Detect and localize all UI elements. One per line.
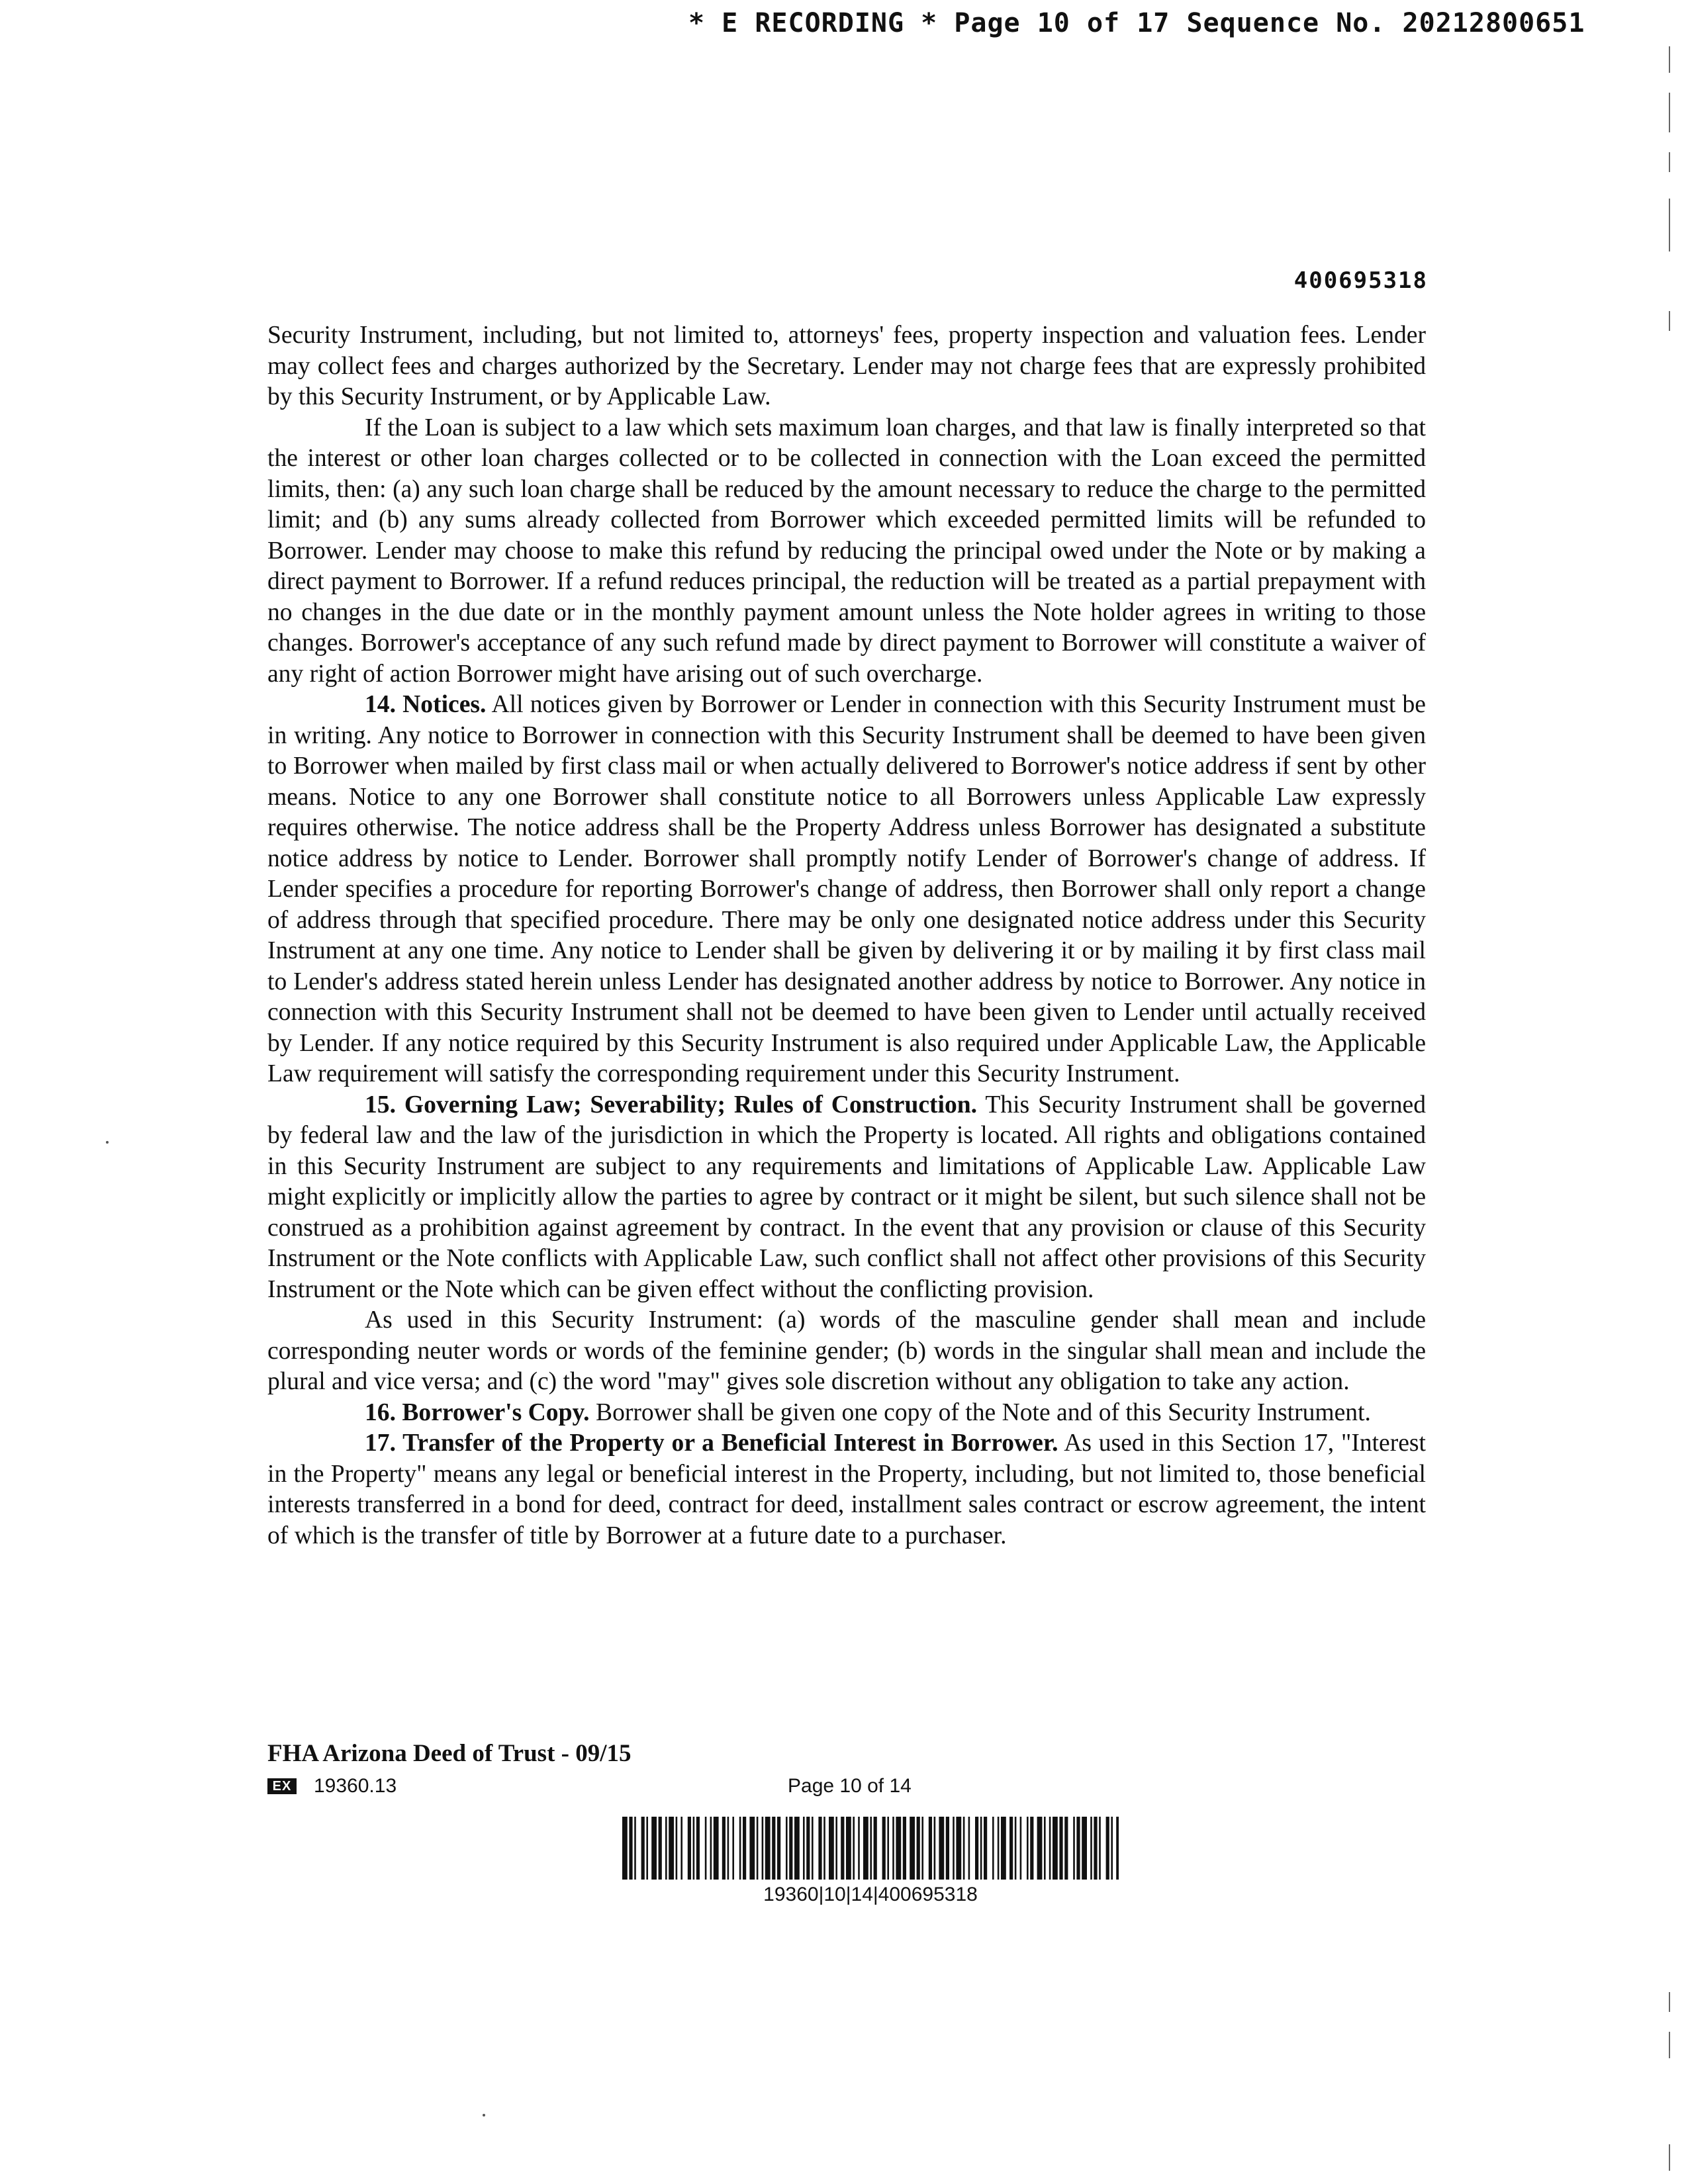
section-14-text: All notices given by Borrower or Lender in connection with this Security Instrument must be in writing. Any notice to Borrower in connection with this Security Instrument shall be deemed to have been given to Borrower when mailed by first class mail or when actually delivered to Borrower's notice address if sent by other means. Notice to any one Borrower shall constitute notice to all Borrowers unless Applicable Law expressly requires otherwise. The notice address shall be the Property Address unless Borrower has designated a substitute notice address by notice to Lender. Borrower shall promptly notify Lender of Borrower's change of address. If Lender specifies a procedure for reporting Borrower's change of address, then Borrower shall only report a change of address through that specified procedure. There may be only one designated notice address under this Security Instrument at any one time. Any notice to Lender shall be given by delivering it or by mailing it by first class mail to Lender's address stated herein unless Lender has designated another address by notice to Borrower. Any notice in connection with this Security Instrument shall not be deemed to have been given to Lender until actually received by Lender. If any notice required by this Security Instrument is also required under Applicable Law, the Applicable Law requirement will satisfy the corresponding requirement under this Security Instrument. (267, 691, 1426, 1087)
paragraph-loan-charges: If the Loan is subject to a law which sets maximum loan charges, and that law is finally interpreted so that the interest or other loan charges collected or to be collected in connection with the Loan exceed the permitted limits, then: (a) any such loan charge shall be reduced by the amount necessary to reduce the charge to the permitted limit; and (b) any sums already collected from Borrower which exceeded permitted limits will be refunded to Borrower. Lender may choose to make this refund by reducing the principal owed under the Note or by making a direct payment to Borrower. If a refund reduces principal, the reduction will be treated as a partial prepayment with no changes in the due date or in the monthly payment amount unless the Note holder agrees in writing to those changes. Borrower's acceptance of any such refund made by direct payment to Borrower will constitute a waiver of any right of action Borrower might have arising out of such overcharge. (267, 414, 1426, 688)
barcode-icon (622, 1817, 1119, 1880)
form-id-line (267, 1775, 397, 1797)
scan-margin-mark (1669, 1992, 1670, 2012)
scan-margin-mark (1669, 199, 1670, 251)
scan-margin-mark (1669, 311, 1670, 331)
section-15-construction-paragraph: As used in this Security Instrument: (a) words of the masculine gender shall mean and include corresponding neuter words or words of the feminine gender; (b) words in the singular shall mean and include the plural and vice versa; and (c) the word "may" gives sole discretion without any obligation to take any action. (267, 1306, 1426, 1395)
form-logo-icon: EX (267, 1778, 297, 1794)
loan-number: 400695318 (1293, 267, 1428, 294)
section-17-heading: 17. Transfer of the Property or a Beneficial Interest in Borrower. (365, 1430, 1058, 1457)
section-15-text: This Security Instrument shall be governed by federal law and the law of the jurisdiction in which the Property is located. All rights and obligations contained in this Security Instrument are subject to any requirements and limitations of Applicable Law. Applicable Law might explicitly or implicitly allow the parties to agree by contract or it might be silent, but such silence shall not be construed as a prohibition against agreement by contract. In the event that any provision or clause of this Security Instrument or the Note conflicts with Applicable Law, such conflict shall not affect other provisions of this Security Instrument or the Note which can be given effect without the conflicting provision. (267, 1091, 1427, 1303)
document-body (267, 320, 1426, 1551)
section-15-heading: 15. Governing Law; Severability; Rules of Construction. (365, 1091, 978, 1118)
section-17-transfer (267, 1428, 1426, 1551)
scan-margin-mark (1669, 152, 1670, 172)
scan-margin-mark (1669, 2144, 1670, 2171)
scan-speck (106, 1141, 109, 1144)
section-15-governing-law (267, 1090, 1426, 1306)
scan-margin-mark (1669, 2032, 1670, 2058)
section-16-text: Borrower shall be given one copy of the Note and of this Security Instrument. (596, 1398, 1371, 1426)
scan-margin-mark (1669, 93, 1670, 132)
section-16-borrowers-copy (267, 1398, 1426, 1429)
section-17-text: As used in this Section 17, "Interest in the Property" means any legal or beneficial interest in the Property, including, but not limited to, those beneficial interests transferred in a bond for deed, contract for deed, installment sales contract or escrow agreement, the intent of which is the transfer of title by Borrower at a future date to a purchaser. (267, 1430, 1426, 1549)
form-title: FHA Arizona Deed of Trust - 09/15 (267, 1740, 632, 1767)
page-label: Page 10 of 14 (788, 1775, 912, 1797)
section-14-notices (267, 690, 1426, 1090)
scan-speck (483, 2114, 485, 2116)
paragraph-fees: Security Instrument, including, but not limited to, attorneys' fees, property inspection and valuation fees. Lender may collect fees and charges authorized by the Secretary. Lender may not charge fees that are expressly prohibited by this Security Instrument, or by Applicable Law. (267, 322, 1426, 410)
form-number: 19360.13 (314, 1775, 397, 1797)
section-16-heading: 16. Borrower's Copy. (365, 1398, 590, 1426)
recording-header: * E RECORDING * Page 10 of 17 Sequence No. 20212800651 (688, 8, 1585, 38)
scan-margin-mark (1669, 46, 1670, 73)
barcode-text: 19360|10|14|400695318 (763, 1884, 978, 1905)
section-14-heading: 14. Notices. (365, 691, 487, 718)
